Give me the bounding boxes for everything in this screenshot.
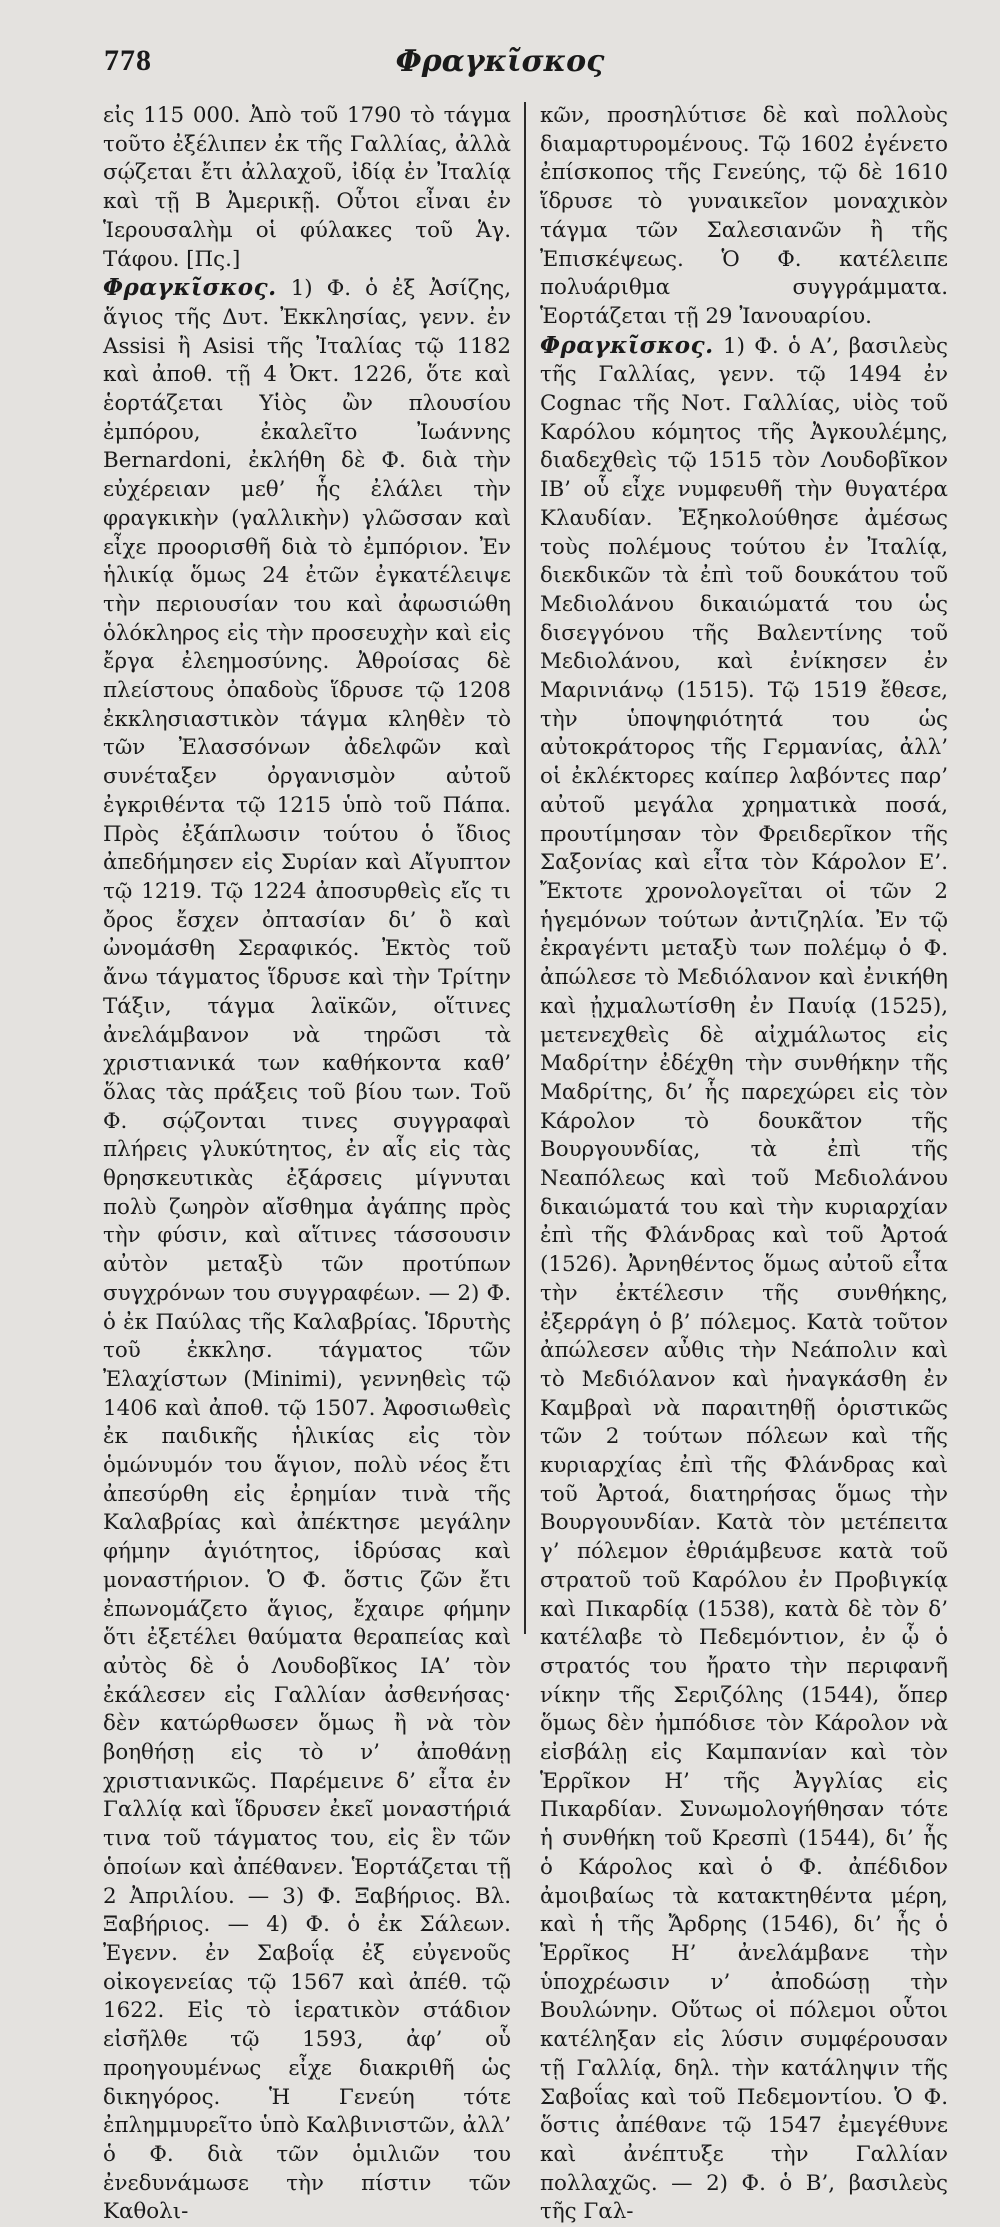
paragraph-text: 1) Φ. ὁ Α’, βασιλεὺς τῆς Γαλλίας, γενν. τῷ 1494 ἐν Cognac τῆς Νοτ. Γαλλίας, υἱὸς τοῦ Καρόλου κόμητος τῆς Ἀγκουλέμης, διαδεχθεὶς τῷ 1515 τὸν Λουδοβῖκον ΙΒ’ οὗ εἶχε νυμφευθῆ τὴν θυγατέρα Κλαυδίαν. Ἐξηκολούθησε ἀμέσως τοὺς πολέμους τούτου ἐν Ἰταλίᾳ, διεκδικῶν τὰ ἐπὶ τοῦ δουκάτου τοῦ Μεδιολάνου δικαιώματά του ὡς δισεγγόνου τῆς Βαλεντίνης τοῦ Μεδιολάνου, καὶ ἐνίκησεν ἐν Μαρινιάνῳ (1515). Τῷ 1519 ἔθεσε, τὴν ὑποψηφιότητά του ὡς αὐτοκράτορος τῆς Γερμανίας, ἀλλ’ οἱ ἐκλέκτορες καίπερ λαβόντες παρ’ αὐτοῦ μεγάλα χρηματικὰ ποσά, προυτίμησαν τὸν Φρειδερῖκον τῆς Σαξονίας καὶ εἶτα τὸν Κάρολον Ε’. Ἔκτοτε χρονολογεῖται οἱ τῶν 2 ἡγεμόνων τούτων ἀντιζηλία. Ἐν τῷ ἐκραγέντι μεταξὺ των πολέμῳ ὁ Φ. ἀπώλεσε τὸ Μεδιόλανον καὶ ἐνικήθη καὶ ᾐχμαλωτίσθη ἐν Παυίᾳ (1525), μετενεχθεὶς δὲ αἰχμάλωτος εἰς Μαδρίτην ἐδέχθη τὴν συνθήκην τῆς Μαδρίτης, δι’ ἧς παρεχώρει εἰς τὸν Κάρολον τὸ δουκᾶτον τῆς Βουργουνδίας, τὰ ἐπὶ τῆς Νεαπόλεως καὶ τοῦ Μεδιολάνου δικαιώματά του καὶ τὴν κυριαρχίαν ἐπὶ τῆς Φλάνδρας καὶ τοῦ Ἀρτοά (1526). Ἀρνηθέντος ὅμως αὐτοῦ εἶτα τὴν ἐκτέλεσιν τῆς συνθήκης, ἐξερράγη ὁ β’ πόλεμος. Κατὰ τοῦτον ἀπώλεσεν αὖθις τὴν Νεάπολιν καὶ τὸ Μεδιόλανον καὶ ἠναγκάσθη ἐν Καμβραὶ νὰ παραιτηθῇ ὁριστικῶς τῶν 2 τούτων πόλεων καὶ τῆς κυριαρχίας ἐπὶ τῆς Φλάνδρας καὶ τοῦ Ἀρτοά, διατηρήσας ὅμως τὴν Βουργουνδίαν. Κατὰ τὸν μετέπειτα γ’ πόλεμον ἐθριάμβευσε κατὰ τοῦ στρατοῦ τοῦ Καρόλου ἐν Προβιγκίᾳ καὶ Πικαρδίᾳ (1538), κατὰ δὲ τὸν δ’ κατέλαβε τὸ Πεδεμόντιον, ἐν ᾧ ὁ στρατός του ἤρατο τὴν περιφανῆ νίκην τῆς Σεριζόλης (1544), ὅπερ ὅμως δὲν ἠμπόδισε τὸν Κάρολον νὰ εἰσβάλῃ εἰς Καμπανίαν καὶ τὸν Ἑρρῖκον Η’ τῆς Ἀγγλίας εἰς Πικαρδίαν. Συνωμολογήθησαν τότε ἡ συνθήκη τοῦ Κρεσπὶ (1544), δι’ ἧς ὁ Κάρολος καὶ ὁ Φ. ἀπέδιδον ἀμοιβαίως τὰ κατακτηθέντα μέρη, καὶ ἡ τῆς Ἄρδρης (1546), δι’ ἧς ὁ Ἑρρῖκος Η’ ἀνελάμβανε τὴν ὑποχρέωσιν ν’ ἀποδώσῃ τὴν Βουλώνην. Οὕτως οἱ πόλεμοι οὗτοι κατέληξαν εἰς λύσιν συμφέρουσαν τῇ Γαλλίᾳ, δηλ. τὴν κατάληψιν τῆς Σαβοΐας καὶ τοῦ Πεδεμοντίου. Ὁ Φ. ὅστις ἀπέθανε τῷ 1547 ἐμεγέθυνε καὶ ἀνέπτυξε τὴν Γαλλίαν πολλαχῶς. — 2) Φ. ὁ Β’, βασιλεὺς τῆς Γαλ- <box>540 333 948 2225</box>
paragraph-text: 1) Φ. ὁ ἐξ Ἀσίζης, ἅγιος τῆς Δυτ. Ἐκκλησίας, γενν. ἐν Assisi ἢ Asisi τῆς Ἰταλίας τῷ 1182 καὶ ἀποθ. τῇ 4 Ὀκτ. 1226, ὅτε καὶ ἑορτάζεται Υἱὸς ὢν πλουσίου ἐμπόρου, ἐκαλεῖτο Ἰωάννης Bernardoni, ἐκλήθη δὲ Φ. διὰ τὴν εὐχέρειαν μεθ’ ἧς ἐλάλει τὴν φραγκικὴν (γαλλικὴν) γλῶσσαν καὶ εἶχε προορισθῆ διὰ τὸ ἐμπόριον. Ἐν ἡλικίᾳ ὅμως 24 ἐτῶν ἐγκατέλειψε τὴν περιουσίαν του καὶ ἀφωσιώθη ὁλόκληρος εἰς τὴν προσευχὴν καὶ εἰς ἔργα ἐλεημοσύνης. Ἀθροίσας δὲ πλείστους ὀπαδοὺς ἵδρυσε τῷ 1208 ἐκκλησιαστικὸν τάγμα κληθὲν τὸ τῶν Ἐλασσόνων ἀδελφῶν καὶ συνέταξεν ὀργανισμὸν αὐτοῦ ἐγκριθέντα τῷ 1215 ὑπὸ τοῦ Πάπα. Πρὸς ἐξάπλωσιν τούτου ὁ ἴδιος ἀπεδήμησεν εἰς Συρίαν καὶ Αἴγυπτον τῷ 1219. Τῷ 1224 ἀποσυρθεὶς εἴς τι ὄρος ἔσχεν ὀπτασίαν δι’ ὃ καὶ ὠνομάσθη Σεραφικός. Ἐκτὸς τοῦ ἄνω τάγματος ἵδρυσε καὶ τὴν Τρίτην Τάξιν, τάγμα λαϊκῶν, οἵτινες ἀνελάμβανον νὰ τηρῶσι τὰ χριστιανικά των καθήκοντα καθ’ ὅλας τὰς πράξεις τοῦ βίου των. Τοῦ Φ. σῴζονται τινες συγγραφαὶ πλήρεις γλυκύτητος, ἐν αἷς εἰς τὰς θρησκευτικὰς ἐξάρσεις μίγνυται πολὺ ζωηρὸν αἴσθημα ἀγάπης πρὸς τὴν φύσιν, καὶ αἵτινες τάσσουσιν αὐτὸν μεταξὺ τῶν προτύπων συγχρόνων του συγγραφέων. — 2) Φ. ὁ ἐκ Παύλας τῆς Καλαβρίας. Ἱδρυτὴς τοῦ ἐκκλησ. τάγματος τῶν Ἐλαχίστων (Minimi), γεννηθεὶς τῷ 1406 καὶ ἀποθ. τῷ 1507. Ἀφοσιωθεὶς ἐκ παιδικῆς ἡλικίας εἰς τὸν ὁμώνυμόν του ἅγιον, πολὺ νέος ἔτι ἀπεσύρθη εἰς ἐρημίαν τινὰ τῆς Καλαβρίας καὶ ἀπέκτησε μεγάλην φήμην ἁγιότητος, ἱδρύσας καὶ μοναστήριον. Ὁ Φ. ὅστις ζῶν ἔτι ἐπωνομάζετο ἅγιος, ἔχαιρε φήμην ὅτι ἐξετέλει θαύματα θεραπείας καὶ αὐτὸς δὲ ὁ Λουδοβῖκος ΙΑ’ τὸν ἐκάλεσεν εἰς Γαλλίαν ἀσθενήσας· δὲν κατώρθωσεν ὅμως ἢ νὰ τὸν βοηθήσῃ εἰς τὸ ν’ ἀποθάνῃ χριστιανικῶς. Παρέμεινε δ’ εἶτα ἐν Γαλλίᾳ καὶ ἵδρυσεν ἐκεῖ μοναστήριά τινα τοῦ τάγματος του, εἰς ἓν τῶν ὁποίων καὶ ἀπέθανεν. Ἑορτάζεται τῇ 2 Ἀπριλίου. — 3) Φ. Ξαβήριος. Βλ. Ξαβήριος. — 4) Φ. ὁ ἐκ Σάλεων. Ἐγενν. ἐν Σαβοΐᾳ ἐξ εὐγενοῦς οἰκογενείας τῷ 1567 καὶ ἀπέθ. τῷ 1622. Εἰς τὸ ἱερατικὸν στάδιον εἰσῆλθε τῷ 1593, ἀφ’ οὗ προηγουμένως εἶχε διακριθῆ ὡς δικηγόρος. Ἡ Γενεύη τότε ἐπλημμυρεῖτο ὑπὸ Καλβινιστῶν, ἀλλ’ ὁ Φ. διὰ τῶν ὁμιλιῶν του ἐνεδυνάμωσε τὴν πίστιν τῶν Καθολι- <box>103 276 511 2225</box>
running-head: Φραγκῖσκος <box>395 44 605 79</box>
paragraph <box>103 274 511 2227</box>
left-column <box>103 102 511 2227</box>
right-column <box>540 102 948 2227</box>
paragraph <box>540 332 948 2227</box>
paragraph <box>540 102 948 332</box>
column-divider <box>524 102 526 1634</box>
paragraph <box>103 102 511 274</box>
entry-headword: Φραγκῖσκος. <box>103 274 277 302</box>
paragraph-text: κῶν, προσηλύτισε δὲ καὶ πολλοὺς διαμαρτυρομένους. Τῷ 1602 ἐγένετο ἐπίσκοπος τῆς Γενεύης, τῷ δὲ 1610 ἵδρυσε τὸ γυναικεῖον μοναχικὸν τάγμα τῶν Σαλεσιανῶν ἢ τῆς Ἐπισκέψεως. Ὁ Φ. κατέλειπε πολυάριθμα συγγράμματα. Ἑορτάζεται τῇ 29 Ἰανουαρίου. <box>540 103 948 329</box>
entry-headword: Φραγκῖσκος. <box>540 331 714 359</box>
paragraph-text: εἰς 115 000. Ἀπὸ τοῦ 1790 τὸ τάγμα τοῦτο ἐξέλιπεν ἐκ τῆς Γαλλίας, ἀλλὰ σῴζεται ἔτι ἀλλαχοῦ, ἰδίᾳ ἐν Ἰταλίᾳ καὶ τῇ Β Ἀμερικῇ. Οὗτοι εἶναι ἐν Ἱερουσαλὴμ οἱ φύλακες τοῦ Ἁγ. Τάφου. [Πς.] <box>103 103 511 272</box>
page-number: 778 <box>104 44 152 77</box>
